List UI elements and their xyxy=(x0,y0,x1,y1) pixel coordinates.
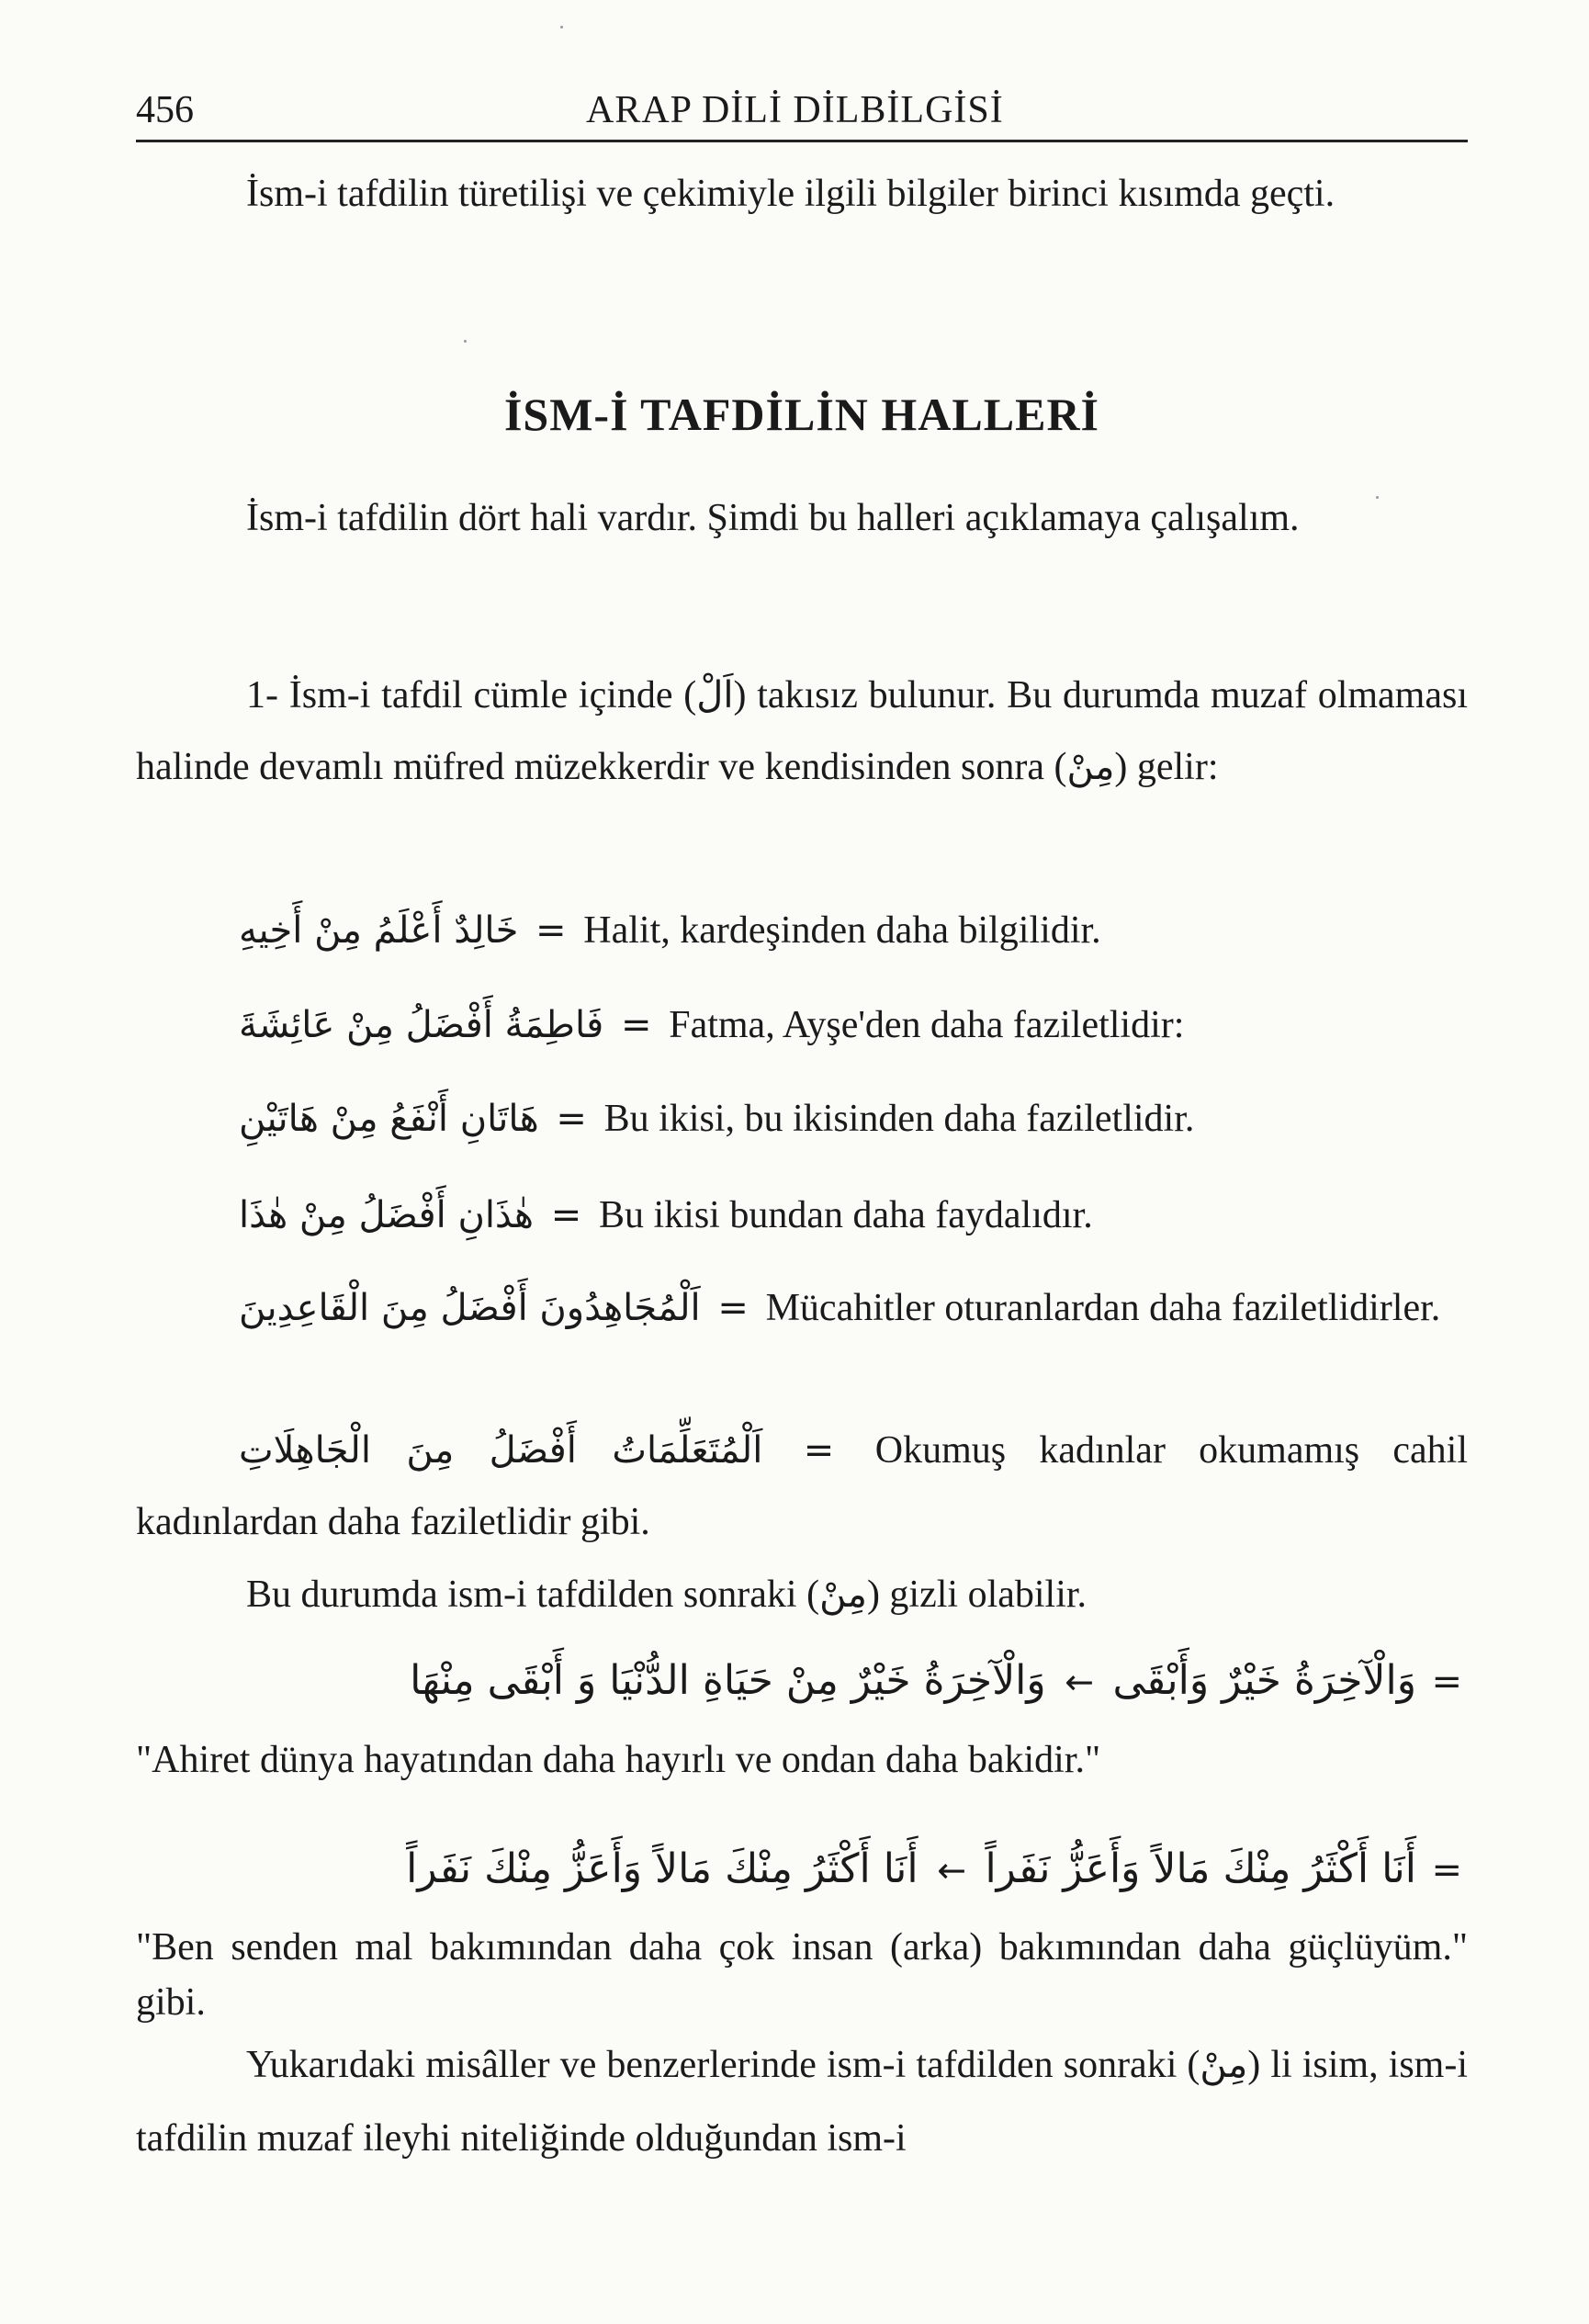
quote-2-arabic-line xyxy=(136,1833,1468,1907)
example-6-arabic: اَلْمُتَعَلِّمَاتُ أَفْضَلُ مِنَ الْجَاهِلَاتِ xyxy=(239,1429,763,1472)
example-2-arabic: فَاطِمَةُ أَفْضَلُ مِنْ عَائِشَةَ xyxy=(239,1004,604,1046)
example-3-arabic: هَاتَانِ أَنْفَعُ مِنْ هَاتَيْنِ xyxy=(239,1098,539,1140)
hidden-note-text-a: Bu durumda ism-i tafdilden sonraki ( xyxy=(246,1574,820,1616)
running-title: ARAP DİLİ DİLBİLGİSİ xyxy=(586,89,1004,131)
hidden-note-arabic-min: مِنْ xyxy=(819,1574,867,1616)
example-2: فَاطِمَةُ أَفْضَلُ مِنْ عَائِشَةَ = Fatma, Ayşe'den daha faziletlidir: xyxy=(239,1004,1185,1046)
quote-1-equals: = xyxy=(1431,1661,1462,1703)
example-5-translation: Mücahitler oturanlardan daha faziletlidirler. xyxy=(765,1287,1441,1329)
rule-1-text-a: 1- İsm-i tafdil cümle içinde ( xyxy=(246,674,697,716)
example-1: خَالِدٌ أَعْلَمُ مِنْ أَخِيهِ = Halit, kardeşinden daha bilgilidir. xyxy=(239,909,1101,952)
final-paragraph xyxy=(136,2028,1468,2175)
quote-1-arabic-original: وَالْآخِرَةُ خَيْرٌ وَأَبْقَى xyxy=(1112,1657,1416,1704)
example-6: اَلْمُتَعَلِّمَاتُ أَفْضَلُ مِنَ الْجَاهِلَاتِ = Okumuş kadınlar okumamış cahil kadınlardan daha faziletlidir gibi. xyxy=(136,1429,1468,1543)
example-4-arabic: هٰذَانِ أَفْضَلُ مِنْ هٰذَا xyxy=(239,1194,535,1236)
page-number: 456 xyxy=(136,89,194,131)
quote-2-arabic-original: أَنَا أَكْثَرُ مِنْكَ مَالاً وَأَعَزُّ نَفَراً xyxy=(985,1845,1416,1892)
scan-speck xyxy=(464,340,467,343)
example-2-translation: Fatma, Ayşe'den daha faziletlidir: xyxy=(669,1004,1185,1046)
page-header xyxy=(136,85,1468,142)
example-1-translation: Halit, kardeşinden daha bilgilidir. xyxy=(583,909,1101,952)
quote-1-translation: "Ahiret dünya hayatından daha hayırlı ve ondan daha bakidir." xyxy=(136,1739,1101,1781)
quote-2-arrow: ← xyxy=(937,1850,966,1890)
rule-1-paragraph xyxy=(136,660,1468,803)
quote-2-translation: "Ben senden mal bakımından daha çok insan (arka) bakımından daha güçlüyüm." gibi. xyxy=(136,1926,1468,2024)
quote-1-arrow: ← xyxy=(1065,1662,1094,1702)
section-heading: İSM-İ TAFDİLİN HALLERİ xyxy=(503,389,1100,440)
hidden-note-text-b: ) gizli olabilir. xyxy=(866,1574,1088,1616)
example-4: هٰذَانِ أَفْضَلُ مِنْ هٰذَا = Bu ikisi bundan daha faydalıdır. xyxy=(239,1194,1093,1236)
example-5: اَلْمُجَاهِدُونَ أَفْضَلُ مِنَ الْقَاعِدِينَ = Mücahitler oturanlardan daha faziletlidirler. xyxy=(239,1287,1441,1329)
example-4-translation: Bu ikisi bundan daha faydalıdır. xyxy=(598,1194,1093,1236)
example-3: هَاتَانِ أَنْفَعُ مِنْ هَاتَيْنِ = Bu ikisi, bu ikisinden daha faziletlidir. xyxy=(239,1098,1195,1140)
rule-1-text-b: ) takısız bulunur. Bu durumda muzaf olmaması halinde devamlı müfred müzekkerdir ve kendisinden sonra ( xyxy=(136,674,1468,788)
final-text-a: Yukarıdaki misâller ve benzerlerinde ism-i tafdilden sonraki ( xyxy=(246,2044,1200,2086)
hidden-min-note xyxy=(136,1562,1468,1629)
final-arabic-min: مِنْ xyxy=(1200,2044,1248,2086)
final-text-b: ) li isim, ism-i tafdilin muzaf ileyhi niteliğinde olduğundan ism-i xyxy=(136,2044,1468,2160)
scan-speck xyxy=(1376,496,1379,499)
quote-1-arabic-line xyxy=(136,1644,1468,1719)
quote-1-arabic-expanded: وَالْآخِرَةُ خَيْرٌ مِنْ حَيَاةِ الدُّنْيَا وَ أَبْقَى مِنْهَا xyxy=(410,1657,1046,1704)
example-3-translation: Bu ikisi, bu ikisinden daha faziletlidir. xyxy=(603,1098,1195,1140)
states-paragraph: İsm-i tafdilin dört hali vardır. Şimdi bu halleri açıklamaya çalışalım. xyxy=(246,497,1300,539)
scan-speck xyxy=(560,26,563,28)
arabic-min-particle: مِنْ xyxy=(1066,746,1115,788)
quote-2-equals: = xyxy=(1431,1849,1462,1891)
example-1-arabic: خَالِدٌ أَعْلَمُ مِنْ أَخِيهِ xyxy=(239,909,519,952)
intro-paragraph: İsm-i tafdilin türetilişi ve çekimiyle ilgili bilgiler birinci kısımda geçti. xyxy=(246,173,1335,215)
example-6-translation: Okumuş kadınlar okumamış cahil kadınlardan daha faziletlidir gibi. xyxy=(136,1429,1468,1543)
arabic-al-particle: اَلْ xyxy=(696,674,734,716)
quote-2-arabic-expanded: أَنَا أَكْثَرُ مِنْكَ مَالاً وَأَعَزُّ مِنْكَ نَفَراً xyxy=(406,1845,918,1892)
rule-1-text-c: ) gelir: xyxy=(1114,746,1219,788)
example-5-arabic: اَلْمُجَاهِدُونَ أَفْضَلُ مِنَ الْقَاعِدِينَ xyxy=(239,1287,701,1329)
